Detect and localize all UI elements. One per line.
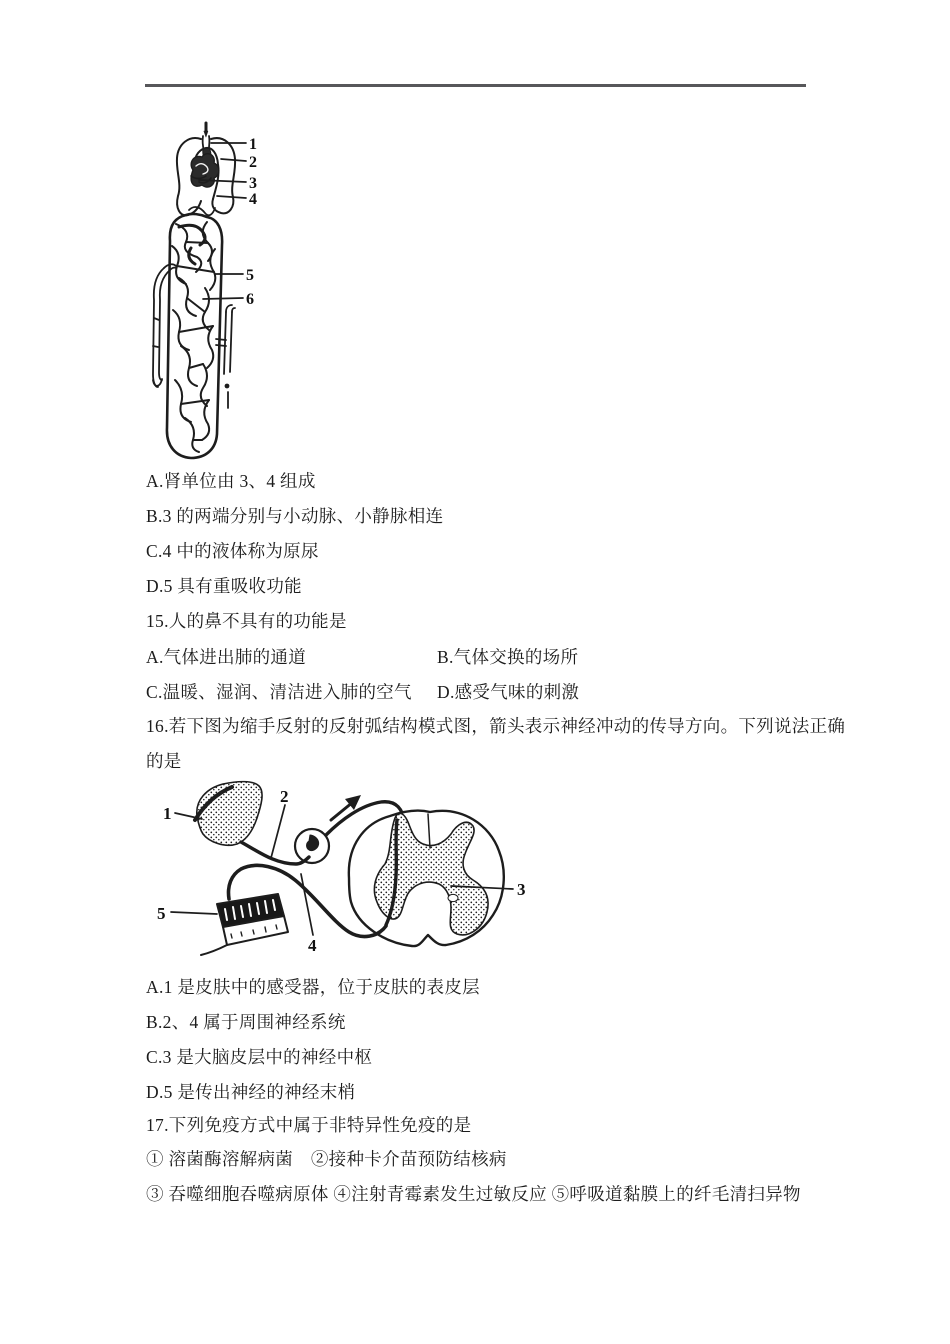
q15-option-b: B.气体交换的场所: [437, 647, 579, 667]
q16-option-b: B.2、4 属于周围神经系统: [146, 1012, 346, 1032]
nephron-label-3: 3: [249, 175, 257, 192]
nephron-tubule-column: [167, 214, 222, 458]
nephron-glomerulus: [191, 154, 219, 187]
nephron-label-5: 5: [246, 267, 254, 284]
q16-stem-line1: 16.若下图为缩手反射的反射弧结构模式图，箭头表示神经冲动的传导方向。下列说法正确: [146, 716, 846, 736]
nephron-label-2: 2: [249, 154, 257, 171]
reflex-spinal-cord: [349, 811, 504, 947]
q17-stem: 17.下列免疫方式中属于非特异性免疫的是: [146, 1115, 472, 1135]
reflex-receptor-skin: [195, 782, 262, 846]
nephron-figure: [145, 118, 275, 466]
q14-option-c: C.4 中的液体称为原尿: [146, 541, 319, 561]
reflex-label-4: 4: [308, 936, 317, 955]
q15-stem: 15.人的鼻不具有的功能是: [146, 611, 347, 631]
nephron-label-4: 4: [249, 191, 257, 208]
q16-option-c: C.3 是大脑皮层中的神经中枢: [146, 1047, 373, 1067]
nephron-labels: [246, 136, 257, 308]
q16-option-d: D.5 是传出神经的神经末梢: [146, 1082, 356, 1102]
reflex-ganglion: [295, 829, 329, 863]
reflex-label-2: 2: [280, 787, 289, 806]
q17-items-line1: ① 溶菌酶溶解病菌 ②接种卡介苗预防结核病: [146, 1149, 507, 1169]
nephron-label-1: 1: [249, 136, 257, 153]
q14-option-a: A.肾单位由 3、4 组成: [146, 471, 316, 491]
q14-option-d: D.5 具有重吸收功能: [146, 576, 302, 596]
q16-stem-line2: 的是: [146, 751, 182, 771]
reflex-label-3: 3: [517, 880, 526, 899]
top-horizontal-rule: [145, 84, 806, 87]
q15-option-d: D.感受气味的刺激: [437, 682, 580, 702]
reflex-label-5: 5: [157, 904, 166, 923]
nephron-label-6: 6: [246, 291, 254, 308]
reflex-muscle: [201, 894, 288, 955]
reflex-label-1: 1: [163, 804, 172, 823]
q17-items-line2: ③ 吞噬细胞吞噬病原体 ④注射青霉素发生过敏反应 ⑤呼吸道黏膜上的纤毛清扫异物: [146, 1184, 801, 1204]
reflex-arc-figure: [145, 776, 565, 968]
q15-option-c: C.温暖、湿润、清洁进入肺的空气: [146, 682, 412, 702]
q14-option-b: B.3 的两端分别与小动脉、小静脉相连: [146, 506, 444, 526]
q16-option-a: A.1 是皮肤中的感受器，位于皮肤的表皮层: [146, 977, 480, 997]
q15-option-a: A.气体进出肺的通道: [146, 647, 307, 667]
nephron-left-vessel: [153, 264, 176, 387]
